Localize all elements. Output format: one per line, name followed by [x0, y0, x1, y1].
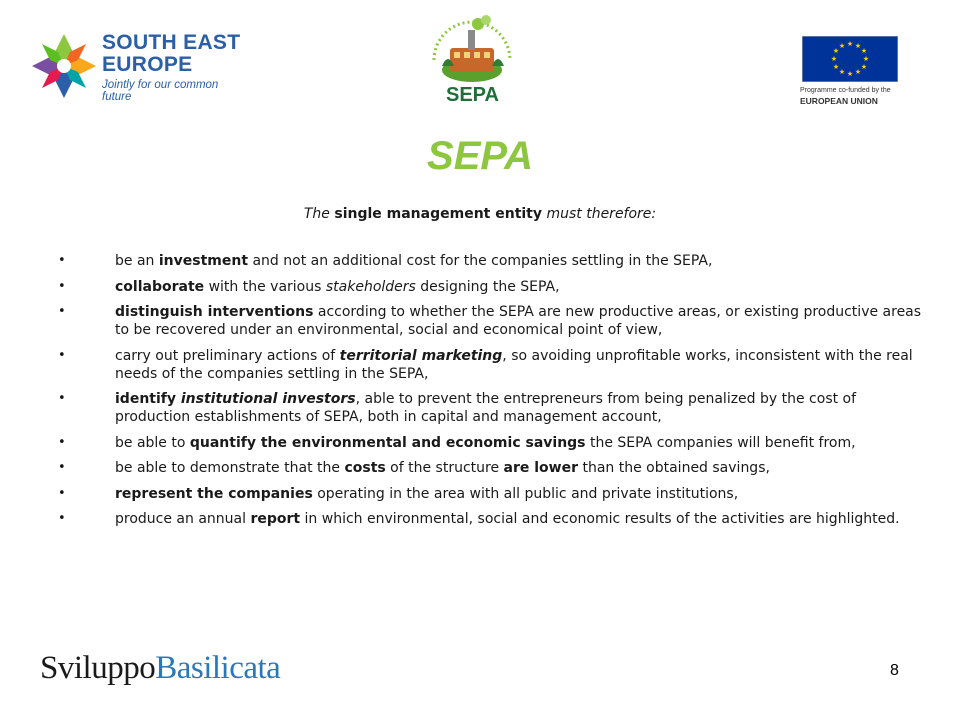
subtitle-post: must therefore:	[542, 206, 657, 222]
list-item-text: be an investment and not an additional cost for the companies settling in the SEPA,	[115, 253, 713, 269]
svg-text:★: ★	[854, 42, 862, 50]
eu-flag-icon	[802, 36, 898, 82]
svg-text:★: ★	[832, 47, 840, 55]
svg-text:★: ★	[854, 68, 862, 76]
see-star-icon	[30, 28, 100, 108]
list-item	[52, 510, 922, 528]
svg-text:★: ★	[846, 40, 854, 48]
see-logo-tagline: Jointly for our common future	[102, 79, 219, 103]
subtitle-pre: The	[303, 206, 335, 222]
list-item	[52, 485, 922, 503]
sepa-logo-word: SEPA	[446, 84, 499, 106]
svg-text:★: ★	[838, 42, 846, 50]
subtitle	[0, 206, 960, 222]
page-number: 8	[890, 662, 899, 679]
list-item	[52, 252, 922, 270]
sepa-factory-icon	[420, 8, 525, 88]
svg-text:★: ★	[838, 68, 846, 76]
list-item-text: identify institutional investors, able to prevent the entrepreneurs from being penalized by the cost of production establishments of SEPA, both in capital and management account,	[115, 391, 857, 425]
list-item	[52, 347, 922, 383]
list-item-text: be able to demonstrate that the costs of the structure are lower than the obtained savings,	[115, 460, 770, 476]
page-title: SEPA	[427, 134, 533, 178]
list-item-text: distinguish interventions according to whether the SEPA are new productive areas, or existing productive areas to be recovered under an environmental, social and economical point of view,	[115, 304, 922, 338]
svg-text:★: ★	[832, 63, 840, 71]
footer-brand-part1: Sviluppo	[40, 650, 156, 686]
eu-logo	[798, 36, 908, 116]
sviluppo-basilicata-logo	[40, 650, 280, 687]
south-east-europe-logo	[30, 28, 250, 108]
eu-caption-line2: EUROPEAN UNION	[800, 96, 878, 106]
list-item-text: produce an annual report in which environmental, social and economic results of the activities are highlighted.	[115, 511, 900, 527]
list-item-text: represent the companies operating in the area with all public and private institutions,	[115, 485, 739, 502]
see-logo-line1: SOUTH EAST	[102, 31, 241, 54]
list-item	[52, 303, 922, 339]
svg-text:★: ★	[846, 70, 854, 78]
svg-text:★: ★	[830, 55, 838, 63]
bullet-list	[52, 252, 922, 536]
svg-text:★: ★	[862, 55, 870, 63]
list-item	[52, 459, 922, 477]
subtitle-bold: single management entity	[334, 206, 543, 222]
list-item-text: collaborate with the various stakeholders designing the SEPA,	[115, 278, 560, 295]
list-item-text: be able to quantify the environmental and economic savings the SEPA companies will benefit from,	[115, 434, 856, 451]
list-item	[52, 434, 922, 452]
list-item	[52, 278, 922, 296]
see-logo-line2: EUROPE	[102, 53, 193, 76]
list-item-text: carry out preliminary actions of territorial marketing, so avoiding unprofitable works, inconsistent with the real needs of the companies settling in the SEPA,	[115, 347, 913, 382]
eu-caption-line1: Programme co-funded by the	[800, 87, 891, 94]
svg-text:★: ★	[860, 47, 868, 55]
sepa-logo	[420, 8, 525, 113]
list-item	[52, 390, 922, 426]
footer-brand-part2: Basilicata	[155, 650, 281, 686]
svg-text:★: ★	[860, 63, 868, 71]
